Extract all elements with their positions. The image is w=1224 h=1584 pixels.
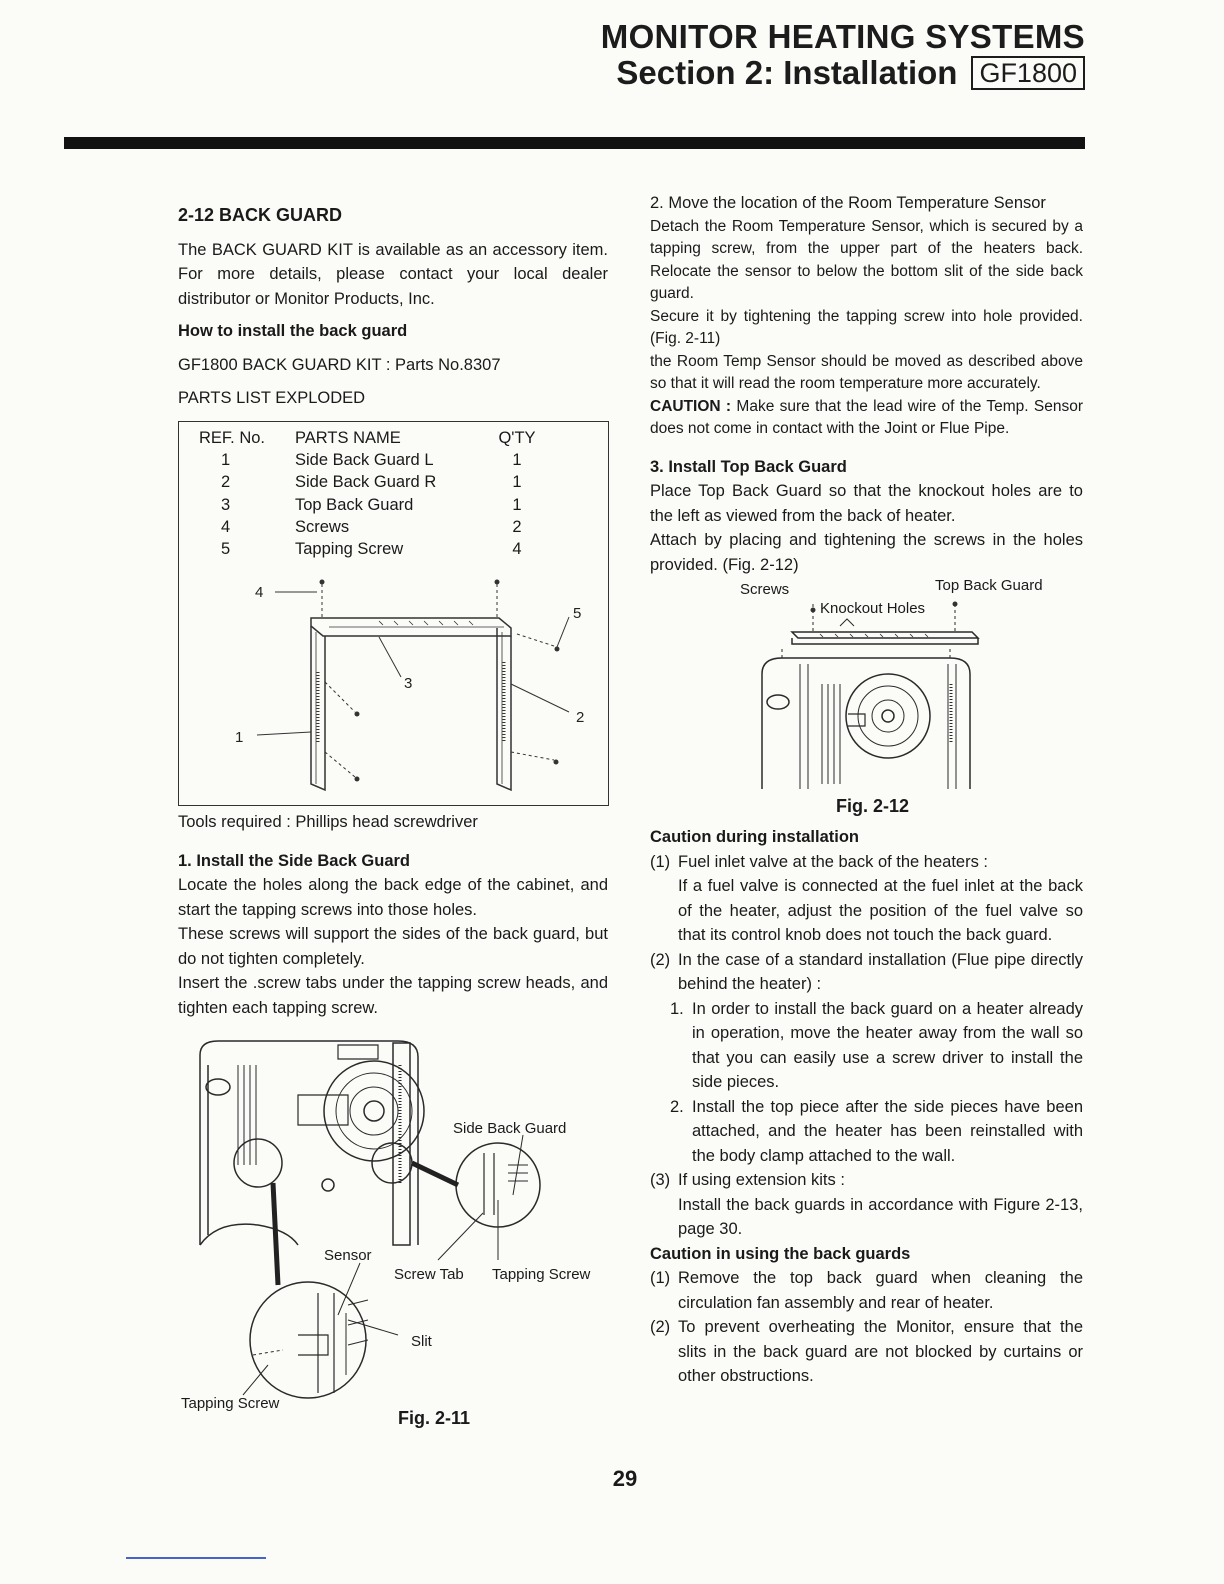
caution-use-heading: Caution in using the back guards	[650, 1244, 911, 1263]
caution-3-lead: If using extension kits :	[678, 1171, 845, 1189]
section-name: Section 2: Installation	[616, 54, 958, 91]
step3-paragraph-1: Place Top Back Guard so that the knockout holes are to the left as viewed from the back of heater.	[650, 482, 1083, 525]
label-knockout-holes: Knockout Holes	[820, 600, 926, 617]
intro-paragraph: The BACK GUARD KIT is available as an accessory item. For more details, please contact your local dealer distributor or Monitor Products, Inc.	[178, 240, 608, 308]
step1-paragraph-3: Insert the .screw tabs under the tapping screw heads, and tighten each tapping screw.	[178, 974, 608, 1017]
exploded-diagram	[179, 422, 610, 807]
parts-list-box	[178, 421, 609, 806]
row-name: Tapping Screw	[295, 540, 404, 559]
tools-required: Tools required : Phillips head screwdriver	[178, 813, 478, 831]
label-sensor: Sensor	[324, 1247, 372, 1264]
heater-side-guard-illustration	[178, 1035, 610, 1435]
row-ref: 2	[221, 473, 231, 492]
row-name: Screws	[295, 517, 350, 536]
label-4: 4	[255, 584, 264, 601]
caution-1-lead: Fuel inlet valve at the back of the heaters :	[678, 852, 989, 871]
list-number: (2)	[650, 1318, 671, 1336]
label-top-back-guard: Top Back Guard	[935, 577, 1043, 594]
row-qty: 4	[512, 540, 522, 559]
figure-2-11	[178, 1035, 610, 1435]
caution-2-sub-2: Install the top piece after the side pieces have been attached, and the heater has been reinstalled with the body clamp attached to the wall.	[692, 1097, 1083, 1165]
kit-part-number: GF1800 BACK GUARD KIT : Parts No.8307	[178, 355, 501, 374]
caution-1-body: If a fuel valve is connected at the fuel inlet at the back of the heater, adjust the position of the fuel valve so that its control knob does not touch the back guard.	[678, 877, 1083, 944]
section-title	[560, 54, 1085, 92]
label-side-back-guard: Side Back Guard	[453, 1120, 567, 1137]
list-item	[650, 948, 1083, 997]
left-intro	[178, 203, 608, 411]
list-number: (1)	[650, 1269, 671, 1287]
step2-paragraph-1: Detach the Room Temperature Sensor, which is secured by a tapping screw, from the upper part of the heaters back. Relocate the sensor to below the bottom slit of the side back guard.	[650, 217, 1083, 302]
row-qty: 1	[512, 451, 522, 470]
label-tapping-screw-left: Tapping Screw	[181, 1395, 280, 1412]
row-ref: 3	[221, 495, 231, 514]
header-qty: Q'TY	[498, 429, 536, 447]
list-body	[678, 948, 1083, 997]
list-item	[650, 1095, 1083, 1169]
row-name: Side Back Guard R	[295, 473, 437, 492]
step2-paragraph-3: the Room Temp Sensor should be moved as described above so that it will read the room temperature more accurately.	[650, 352, 1083, 392]
list-number: (2)	[650, 950, 671, 969]
header-rule	[64, 137, 1085, 149]
list-number: (1)	[650, 852, 671, 871]
label-2: 2	[576, 709, 585, 726]
caution-2-lead: In the case of a standard installation (Flue pipe directly behind the heater) :	[678, 950, 1083, 993]
row-qty: 1	[512, 473, 522, 492]
how-to-heading: How to install the back guard	[178, 322, 408, 340]
list-item	[650, 850, 1083, 948]
caution-use-2: To prevent overheating the Monitor, ensure that the slits in the back guard are not blocked by curtains or other obstructions.	[678, 1318, 1083, 1385]
label-screw-tab: Screw Tab	[394, 1266, 464, 1283]
model-badge: GF1800	[971, 56, 1085, 90]
row-ref: 5	[221, 540, 231, 559]
row-ref: 4	[221, 517, 231, 536]
caution-sensor	[650, 396, 1083, 441]
list-item	[650, 997, 1083, 1095]
row-name: Side Back Guard L	[295, 451, 434, 470]
caution-install-heading: Caution during installation	[650, 828, 859, 846]
header-name: PARTS NAME	[295, 429, 401, 447]
row-name: Top Back Guard	[295, 495, 414, 514]
row-qty: 1	[512, 495, 522, 514]
list-number: 1.	[670, 999, 684, 1018]
parts-list-title: PARTS LIST EXPLODED	[178, 389, 366, 407]
scan-mark	[126, 1557, 266, 1559]
fig-2-11-caption: Fig. 2-11	[398, 1408, 471, 1428]
label-slit: Slit	[411, 1333, 432, 1350]
header-ref: REF. No.	[199, 429, 266, 447]
list-body	[678, 1168, 1083, 1242]
label-5: 5	[573, 605, 582, 622]
document-title: MONITOR HEATING SYSTEMS	[600, 18, 1085, 55]
step2-paragraph-2: Secure it by tightening the tapping screw into hole provided. (Fig. 2-11)	[650, 307, 1083, 347]
caution-text: Make sure that the lead wire of the Temp. Sensor does not come in contact with the Joint or Flue Pipe.	[650, 397, 1083, 437]
back-guard-heading: 2-12 BACK GUARD	[178, 205, 343, 225]
right-steps	[650, 191, 1083, 577]
step3-title: 3. Install Top Back Guard	[650, 457, 847, 476]
list-body	[678, 850, 1083, 948]
step1-paragraph-2: These screws will support the sides of the back guard, but do not tighten completely.	[178, 925, 608, 968]
list-item	[650, 1168, 1083, 1242]
list-number: (3)	[650, 1171, 671, 1189]
right-cautions	[650, 825, 1083, 1389]
list-number: 2.	[670, 1097, 684, 1116]
caution-3-body: Install the back guards in accordance with Figure 2-13, page 30.	[678, 1195, 1083, 1238]
caution-label: CAUTION :	[650, 397, 732, 415]
list-item	[650, 1266, 1083, 1315]
step1-paragraph-1: Locate the holes along the back edge of the cabinet, and start the tapping screws into those holes.	[178, 876, 608, 919]
caution-2-sub-1: In order to install the back guard on a heater already in operation, move the heater away from the wall so that you can easily use a screw driver to install the side pieces.	[692, 999, 1083, 1091]
figure-2-12	[650, 574, 1083, 824]
row-ref: 1	[221, 451, 231, 470]
step2-title: 2. Move the location of the Room Temperature Sensor	[650, 194, 1046, 212]
label-tapping-screw-right: Tapping Screw	[492, 1266, 591, 1283]
label-screws: Screws	[740, 581, 790, 598]
left-step1	[178, 810, 608, 1020]
page-number: 29	[612, 1466, 638, 1491]
list-item	[650, 1315, 1083, 1389]
caution-use-1: Remove the top back guard when cleaning the circulation fan assembly and rear of heater.	[678, 1269, 1083, 1312]
label-3: 3	[404, 675, 413, 692]
row-qty: 2	[512, 517, 522, 536]
step1-title: 1. Install the Side Back Guard	[178, 851, 410, 870]
label-1: 1	[235, 729, 244, 746]
fig-2-12-caption: Fig. 2-12	[836, 796, 910, 816]
step3-paragraph-2: Attach by placing and tightening the screws in the holes provided. (Fig. 2-12)	[650, 531, 1083, 574]
